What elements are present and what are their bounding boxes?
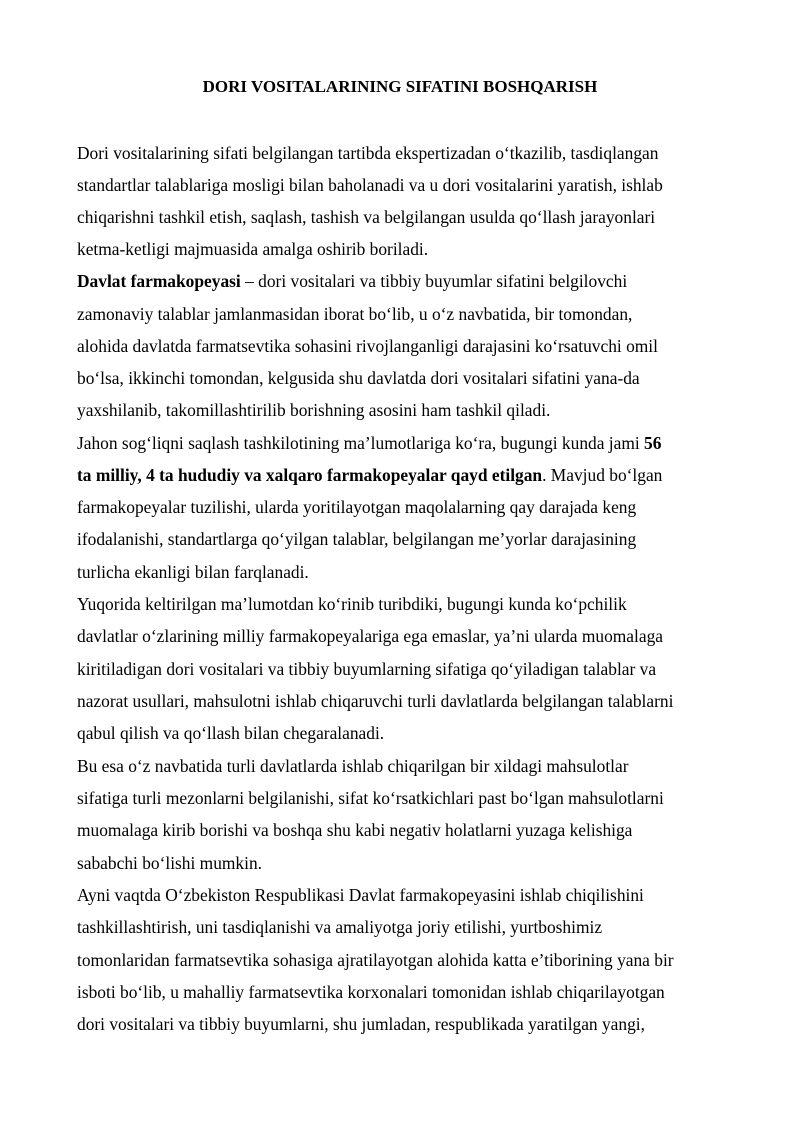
bold-statement: ta milliy, 4 ta hududiy va xalqaro farmakopeyalar qayd etilgan — [77, 465, 543, 485]
text-line — [77, 591, 627, 617]
line-text: bo‘lsa, ikkinchi tomondan, kelgusida shu davlatda dori vositalari sifatini yana-da — [77, 368, 640, 388]
line-text: tashkillashtirish, uni tasdiqlanishi va amaliyotga joriy etilishi, yurtboshimiz — [77, 917, 603, 937]
line-text: chiqarishni tashkil etish, saqlash, tashish va belgilangan usulda qo‘llash jarayonlari — [77, 207, 656, 227]
text-line — [77, 430, 661, 456]
text-line — [77, 333, 658, 359]
line-text: zamonaviy talablar jamlanmasidan iborat bo‘lib, u o‘z navbatida, bir tomondan, — [77, 304, 633, 324]
line-text: Ayni vaqtda O‘zbekiston Respublikasi Davlat farmakopeyasini ishlab chiqilishini — [77, 885, 644, 905]
text-line — [77, 268, 627, 294]
text-line — [77, 172, 663, 198]
text-line — [77, 720, 384, 746]
line-text: yaxshilanib, takomillashtirilib borishning asosini ham tashkil qiladi. — [77, 400, 551, 420]
text-line — [77, 397, 550, 423]
text-line — [77, 688, 673, 714]
line-text: Dori vositalarining sifati belgilangan tartibda ekspertizadan o‘tkazilib, tasdiqlangan — [77, 143, 659, 163]
line-text: qabul qilish va qo‘llash bilan chegaralanadi. — [77, 723, 385, 743]
line-text: ketma-ketligi majmuasida amalga oshirib boriladi. — [77, 239, 429, 259]
line-text: davlatlar o‘zlarining milliy farmakopeyalariga ega emaslar, ya’ni ularda muomalaga — [77, 626, 663, 646]
text-line — [77, 914, 602, 940]
line-text: dori vositalari va tibbiy buyumlarni, shu jumladan, respublikada yaratilgan yangi, — [77, 1014, 645, 1034]
term-davlat-farmakopeyasi: Davlat farmakopeyasi — [77, 271, 241, 291]
line-text: standartlar talablariga mosligi bilan baholanadi va u dori vositalarini yaratish, ishlab — [77, 175, 663, 195]
line-text: isboti bo‘lib, u mahalliy farmatsevtika korxonalari tomonidan ishlab chiqarilayotgan — [77, 982, 665, 1002]
text-line — [77, 526, 636, 552]
text-line — [77, 623, 663, 649]
line-text: – dori vositalari va tibbiy buyumlar sifatini belgilovchi — [240, 271, 628, 291]
line-text: Bu esa o‘z navbatida turli davlatlarda ishlab chiqarilgan bir xildagi mahsulotlar — [77, 756, 629, 776]
text-line — [77, 140, 658, 166]
text-line — [77, 494, 636, 520]
text-line — [77, 882, 644, 908]
text-line — [77, 301, 632, 327]
text-line — [77, 559, 309, 585]
text-line — [77, 1011, 645, 1037]
line-text: muomalaga kirib borishi va boshqa shu kabi negativ holatlarni yuzaga kelishiga — [77, 820, 633, 840]
line-text: alohida davlatda farmatsevtika sohasini rivojlanganligi darajasini ko‘rsatuvchi omil — [77, 336, 658, 356]
bold-count: 56 — [644, 433, 662, 453]
text-line — [77, 204, 655, 230]
line-text: sifatiga turli mezonlarni belgilanishi, sifat ko‘rsatkichlari past bo‘lgan mahsulotlarni — [77, 788, 664, 808]
text-line — [77, 979, 665, 1005]
text-line — [77, 817, 632, 843]
text-line — [77, 656, 656, 682]
line-text: nazorat usullari, mahsulotni ishlab chiqaruvchi turli davlatlarda belgilangan talablarni — [77, 691, 674, 711]
line-text: Jahon sog‘liqni saqlash tashkilotining ma’lumotlariga ko‘ra, bugungi kunda jami — [77, 433, 645, 453]
line-text: tomonlaridan farmatsevtika sohasiga ajratilayotgan alohida katta e’tiborining yana bir — [77, 950, 674, 970]
line-text: kiritiladigan dori vositalari va tibbiy buyumlarning sifatiga qo‘yiladigan talablar va — [77, 659, 657, 679]
line-text: turlicha ekanligi bilan farqlanadi. — [77, 562, 309, 582]
text-line — [77, 947, 674, 973]
line-text: Yuqorida keltirilgan ma’lumotdan ko‘rinib turibdiki, bugungi kunda ko‘pchilik — [77, 594, 627, 614]
line-text: ifodalanishi, standartlarga qo‘yilgan talablar, belgilangan me’yorlar darajasining — [77, 529, 637, 549]
text-line — [77, 365, 640, 391]
text-line — [77, 785, 664, 811]
text-line — [77, 236, 428, 262]
text-line — [77, 753, 629, 779]
line-text: . Mavjud bo‘lgan — [542, 465, 663, 485]
text-line — [77, 850, 262, 876]
line-text: farmakopeyalar tuzilishi, ularda yoritilayotgan maqolalarning qay darajada keng — [77, 497, 637, 517]
line-text: sababchi bo‘lishi mumkin. — [77, 853, 262, 873]
document-title: DORI VOSITALARINING SIFATINI BOSHQARISH — [202, 77, 598, 96]
text-line — [77, 462, 662, 488]
